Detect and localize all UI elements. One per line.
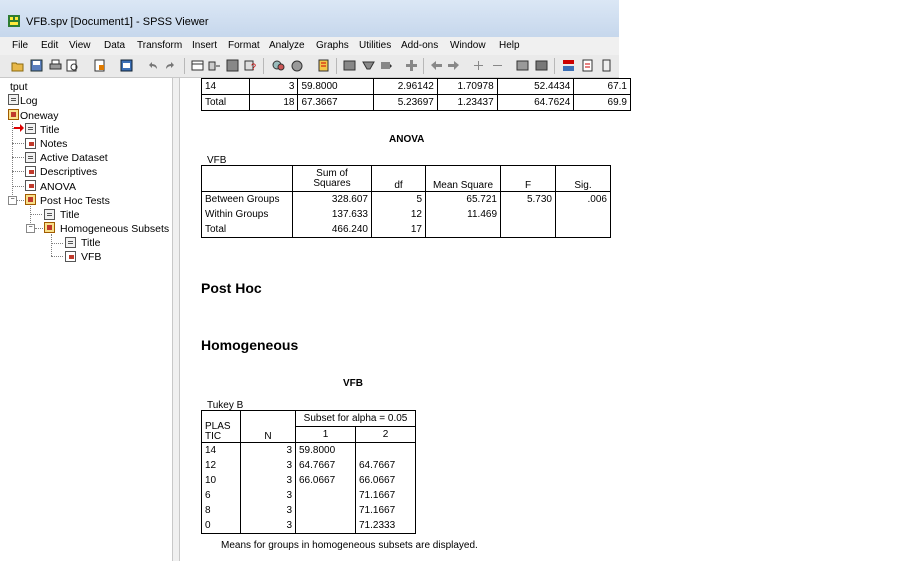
desc-cell: 1.70978 [437,79,497,95]
menu-insert[interactable]: Insert [192,40,218,51]
vfb-row-label: 10 [202,473,241,488]
title-bar [0,0,619,38]
anova-cell [501,222,556,238]
collapse-icon[interactable] [491,59,504,72]
expand-icon[interactable] [472,59,485,72]
title-icon [25,123,36,134]
anova-header: Sig. [556,166,611,192]
weight-cases-icon[interactable] [291,59,304,72]
desc-cell: 69.9 [574,95,631,111]
vfb-cell: 3 [241,443,296,459]
vfb-row-label: 12 [202,458,241,473]
current-item-arrow-icon [14,124,24,132]
anova-cell [501,207,556,222]
subset-col-header: 1 [296,427,356,443]
forward-arrow-icon[interactable] [447,59,460,72]
export-icon[interactable] [93,59,106,72]
toolbar [0,55,619,78]
descriptives-icon [25,166,36,177]
anova-icon [25,180,36,191]
pane-splitter[interactable] [172,78,180,561]
insert-output-icon[interactable] [343,59,356,72]
desc-cell: 5.23697 [374,95,438,111]
variables-icon[interactable] [226,59,239,72]
vfb-cell: 59.8000 [296,443,356,459]
insert-text-icon[interactable] [405,59,418,72]
script-icon[interactable] [581,59,594,72]
tree-oneway[interactable]: Oneway [20,110,59,122]
notes-icon [25,138,36,149]
anova-table [201,165,611,238]
post-hoc-title-icon [44,209,55,220]
anova-cell: 5 [372,192,426,208]
desc-cell: 67.3667 [298,95,374,111]
active-dataset-icon [25,152,36,163]
menu-help[interactable]: Help [499,40,520,51]
anova-cell [426,222,501,238]
vfb-footnote: Means for groups in homogeneous subsets are displayed. [221,540,478,551]
menu-bar [0,37,619,55]
post-hoc-heading: Post Hoc [201,280,262,296]
desc-cell: 1.23437 [437,95,497,111]
vfb-icon [65,251,76,262]
vfb-cell: 71.1667 [356,488,416,503]
save-icon[interactable] [30,59,43,72]
window-title: VFB.spv [Document1] - SPSS Viewer [26,16,209,28]
vfb-cell: 66.0667 [356,473,416,488]
goto-case-icon[interactable] [208,59,221,72]
document-icon[interactable] [600,59,613,72]
menu-data[interactable]: Data [104,40,126,51]
designate-window-icon[interactable] [562,59,575,72]
anova-row-label: Between Groups [202,192,293,208]
menu-analyze[interactable]: Analyze [269,40,305,51]
desc-cell: 59.8000 [298,79,374,95]
anova-cell: .006 [556,192,611,208]
desc-cell: 52.4434 [497,79,574,95]
outline-tree [0,78,172,561]
recall-dialog-icon[interactable] [120,59,133,72]
descriptives-table-partial [201,78,631,111]
menu-window[interactable]: Window [450,40,486,51]
vfb-cell [296,518,356,534]
anova-header-blank [202,166,293,192]
help-icon[interactable] [244,59,257,72]
print-preview-icon[interactable] [66,59,79,72]
anova-cell: 466.240 [293,222,372,238]
n-header: N [241,411,296,443]
menu-view[interactable]: View [69,40,91,51]
desc-cell: 3 [249,79,298,95]
vfb-cell: 66.0667 [296,473,356,488]
log-icon [8,94,19,105]
vfb-table-caption: VFB [343,378,363,389]
anova-cell: 11.469 [426,207,501,222]
anova-cell: 5.730 [501,192,556,208]
anova-variable-label: VFB [207,155,227,166]
menu-transform[interactable]: Transform [137,40,183,51]
desc-cell: 18 [249,95,298,111]
vfb-subsets-table [201,410,416,534]
open-icon[interactable] [11,59,24,72]
vfb-cell: 3 [241,488,296,503]
desc-cell: Total [202,95,250,111]
anova-header: F [501,166,556,192]
vfb-cell: 71.2333 [356,518,416,534]
redo-icon[interactable] [164,59,177,72]
anova-cell: 12 [372,207,426,222]
vfb-cell: 3 [241,503,296,518]
homog-title-icon [65,237,76,248]
collapse-homog-toggle[interactable]: − [26,224,35,233]
collapse-post-hoc-toggle[interactable]: − [8,196,17,205]
plastic-header: PLAS TIC [202,411,241,443]
vfb-method-label: Tukey B [207,400,244,411]
vfb-cell: 64.7667 [356,458,416,473]
tree-descriptives[interactable]: Descriptives [40,166,98,178]
tree-anova[interactable]: ANOVA [40,181,76,193]
tree-output-root[interactable]: tput [10,81,28,93]
oneway-icon [8,109,19,120]
post-hoc-icon [25,194,36,205]
svg-text:?: ? [251,62,257,72]
homogeneous-heading: Homogeneous [201,337,299,353]
desc-cell: 67.1 [574,79,631,95]
tree-title[interactable]: Title [40,124,60,136]
tree-post-hoc-title[interactable]: Title [60,209,80,221]
menu-format[interactable]: Format [228,40,260,51]
vfb-row-label: 8 [202,503,241,518]
tree-vfb[interactable]: VFB [81,251,102,263]
tree-notes[interactable]: Notes [40,138,68,150]
menu-add-ons[interactable]: Add-ons [401,40,439,51]
menu-edit[interactable]: Edit [41,40,59,51]
tree-post-hoc-tests[interactable]: Post Hoc Tests [40,195,110,207]
homogeneous-subsets-icon [44,222,55,233]
anova-caption: ANOVA [389,134,425,145]
vfb-cell: 3 [241,518,296,534]
split-file-icon[interactable] [317,59,330,72]
tree-homogeneous-subsets[interactable]: Homogeneous Subsets [60,223,170,235]
vfb-row-label: 14 [202,443,241,459]
anova-header: Mean Square [426,166,501,192]
anova-row-label: Within Groups [202,207,293,222]
anova-cell: 137.633 [293,207,372,222]
subset-col-header: 2 [356,427,416,443]
tree-log[interactable]: Log [20,95,38,107]
desc-cell: 64.7624 [497,95,574,111]
vfb-cell [296,503,356,518]
show-icon[interactable] [516,59,529,72]
print-icon[interactable] [49,59,62,72]
back-arrow-icon[interactable] [430,59,443,72]
hide-icon[interactable] [535,59,548,72]
menu-file[interactable]: File [12,40,29,51]
anova-header: df [372,166,426,192]
anova-cell [556,222,611,238]
goto-data-icon[interactable] [191,59,204,72]
vfb-row-label: 6 [202,488,241,503]
insert-title-icon[interactable] [380,59,393,72]
vfb-cell: 64.7667 [296,458,356,473]
anova-header: Sum of Squares [293,166,372,192]
desc-cell: 2.96142 [374,79,438,95]
anova-row-label: Total [202,222,293,238]
anova-cell: 65.721 [426,192,501,208]
menu-graphs[interactable]: Graphs [316,40,349,51]
vfb-cell [296,488,356,503]
anova-cell: 328.607 [293,192,372,208]
subset-header: Subset for alpha = 0.05 [296,411,416,427]
vfb-cell: 3 [241,458,296,473]
spss-app-icon [8,15,20,27]
anova-cell: 17 [372,222,426,238]
vfb-cell: 3 [241,473,296,488]
anova-cell [556,207,611,222]
desc-cell: 14 [202,79,250,95]
menu-utilities[interactable]: Utilities [359,40,392,51]
select-cases-icon[interactable] [272,59,285,72]
undo-icon[interactable] [146,59,159,72]
tree-homog-title[interactable]: Title [81,237,101,249]
vfb-cell: 71.1667 [356,503,416,518]
vfb-row-label: 0 [202,518,241,534]
insert-heading-icon[interactable] [362,59,375,72]
tree-active-dataset[interactable]: Active Dataset [40,152,108,164]
vfb-cell [356,443,416,459]
output-pane [180,78,627,561]
